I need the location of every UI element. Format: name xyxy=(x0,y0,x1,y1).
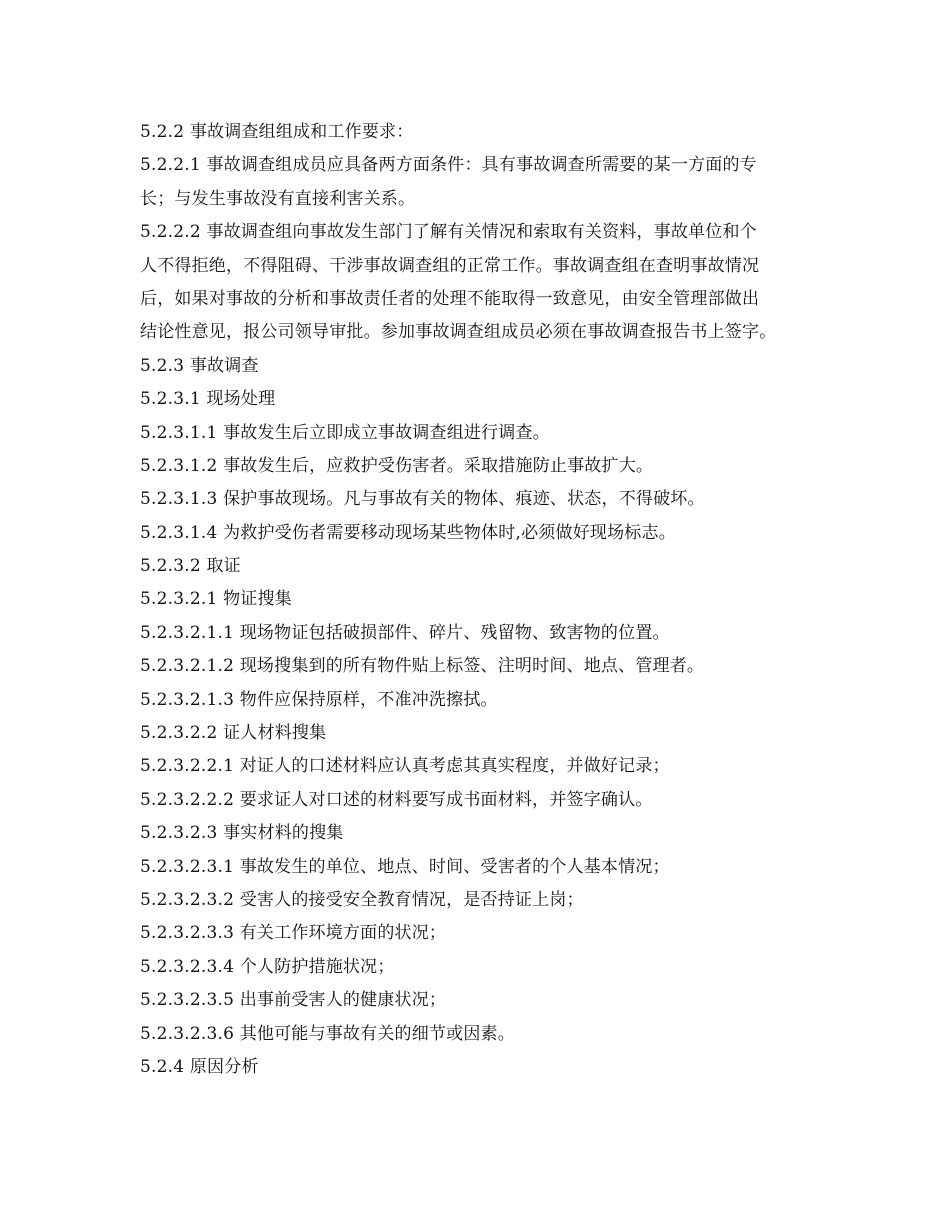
heading-5-2-3-2-3: 5.2.3.2.3 事实材料的搜集 xyxy=(140,823,344,844)
heading-5-2-3: 5.2.3 事故调查 xyxy=(140,355,259,376)
paragraph-line: 5.2.2.1 事故调查组成员应具备两方面条件：具有事故调查所需要的某一方面的专 xyxy=(140,155,757,176)
list-item: 5.2.3.2.3.4 个人防护措施状况； xyxy=(140,956,395,977)
list-item: 5.2.3.2.1.1 现场物证包括破损部件、碎片、残留物、致害物的位置。 xyxy=(140,622,670,643)
list-item: 5.2.3.2.3.1 事故发生的单位、地点、时间、受害者的个人基本情况； xyxy=(140,856,670,877)
heading-5-2-3-1: 5.2.3.1 现场处理 xyxy=(140,389,276,410)
list-item: 5.2.3.1.2 事故发生后，应救护受伤害者。采取措施防止事故扩大。 xyxy=(140,455,654,476)
list-item: 5.2.3.2.3.5 出事前受害人的健康状况； xyxy=(140,990,447,1011)
heading-5-2-4: 5.2.4 原因分析 xyxy=(140,1056,259,1077)
list-item: 5.2.3.2.3.6 其他可能与事故有关的细节或因素。 xyxy=(140,1023,515,1044)
list-item: 5.2.3.2.3.2 受害人的接受安全教育情况，是否持证上岗； xyxy=(140,889,584,910)
list-item: 5.2.3.2.2.1 对证人的口述材料应认真考虑其真实程度，并做好记录； xyxy=(140,756,670,777)
heading-5-2-3-2-2: 5.2.3.2.2 证人材料搜集 xyxy=(140,723,327,744)
list-item: 5.2.3.2.3.3 有关工作环境方面的状况； xyxy=(140,923,447,944)
list-item: 5.2.3.1.1 事故发生后立即成立事故调查组进行调查。 xyxy=(140,422,550,443)
heading-5-2-3-2-1: 5.2.3.2.1 物证搜集 xyxy=(140,589,292,610)
document-body xyxy=(140,116,830,1084)
paragraph-line: 人不得拒绝，不得阻碍、干涉事故调查组的正常工作。事故调查组在查明事故情况 xyxy=(140,255,760,276)
paragraph-line: 后，如果对事故的分析和事故责任者的处理不能取得一致意见，由安全管理部做出 xyxy=(140,288,760,309)
heading-5-2-2: 5.2.2 事故调查组组成和工作要求： xyxy=(140,122,414,142)
paragraph-line: 长；与发生事故没有直接利害关系。 xyxy=(140,188,416,209)
list-item: 5.2.3.1.3 保护事故现场。凡与事故有关的物体、痕迹、状态，不得破坏。 xyxy=(140,489,705,510)
list-item: 5.2.3.2.1.2 现场搜集到的所有物件贴上标签、注明时间、地点、管理者。 xyxy=(140,656,705,677)
paragraph-line: 结论性意见，报公司领导审批。参加事故调查组成员必须在事故调查报告书上签字。 xyxy=(140,322,777,343)
list-item: 5.2.3.1.4 为救护受伤者需要移动现场某些物体时,必须做好现场标志。 xyxy=(140,522,676,543)
heading-5-2-3-2: 5.2.3.2 取证 xyxy=(140,556,241,577)
list-item: 5.2.3.2.2.2 要求证人对口述的材料要写成书面材料，并签字确认。 xyxy=(140,789,653,810)
list-item: 5.2.3.2.1.3 物件应保持原样，不准冲洗擦拭。 xyxy=(140,689,498,710)
paragraph-line: 5.2.2.2 事故调查组向事故发生部门了解有关情况和索取有关资料，事故单位和个 xyxy=(140,222,757,243)
